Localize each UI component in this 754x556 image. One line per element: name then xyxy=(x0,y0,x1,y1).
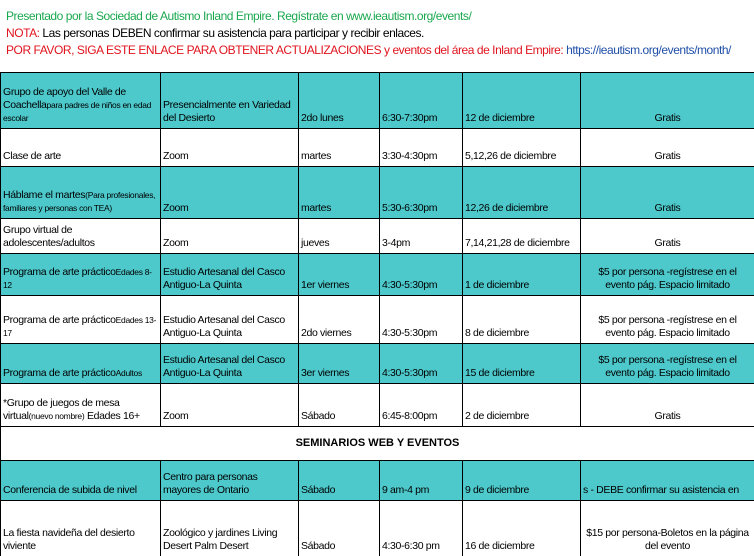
events-month-link[interactable]: https://ieautism.org/events/month/ xyxy=(566,43,731,57)
event-price: Gratis xyxy=(581,219,754,254)
table-row xyxy=(1,73,754,129)
event-name: Grupo virtual de adolescentes/adultos xyxy=(3,224,95,249)
event-note: Edades 8-12 xyxy=(3,267,152,290)
event-date: 9 de diciembre xyxy=(463,461,581,501)
event-day: 3er viernes xyxy=(299,344,380,384)
event-note-age: Edades 16+ xyxy=(84,410,140,422)
event-date: 7,14,21,28 de diciembre xyxy=(463,219,581,254)
event-name-cell xyxy=(1,219,161,254)
event-day: 2do viernes xyxy=(299,296,380,344)
event-place: Centro para personas mayores de Ontario xyxy=(161,461,299,501)
event-price: s - DEBE confirmar su asistencia en xyxy=(581,461,754,501)
event-note: (nuevo nombre) xyxy=(28,411,85,421)
event-place: Zoom xyxy=(161,219,299,254)
table-row xyxy=(1,219,754,254)
event-place: Zoológico y jardines Living Desert Palm Desert xyxy=(161,501,299,556)
event-day: martes xyxy=(299,167,380,219)
event-date: 8 de diciembre xyxy=(463,296,581,344)
event-time: 6:45-8:00pm xyxy=(380,384,463,427)
note-label: NOTA: xyxy=(6,26,40,40)
event-name: Conferencia de subida de nivel xyxy=(1,461,161,501)
note-line xyxy=(6,25,754,42)
event-place: Estudio Artesanal del Casco Antiguo-La Quinta xyxy=(161,296,299,344)
event-place: Zoom xyxy=(161,384,299,427)
event-time: 6:30-7:30pm xyxy=(380,73,463,129)
event-date: 2 de diciembre xyxy=(463,384,581,427)
event-name-cell xyxy=(1,73,161,129)
event-price: $5 por persona -regístrese en el evento pág. Espacio limitado xyxy=(581,296,754,344)
event-day: 1er viernes xyxy=(299,254,380,296)
event-price: Gratis xyxy=(581,384,754,427)
event-date: 12,26 de diciembre xyxy=(463,167,581,219)
event-day: Sábado xyxy=(299,384,380,427)
event-time: 4:30-5:30pm xyxy=(380,296,463,344)
event-time: 4:30-6:30 pm xyxy=(380,501,463,556)
table-row xyxy=(1,167,754,219)
event-price: Gratis xyxy=(581,73,754,129)
events-table xyxy=(0,72,754,556)
event-time: 5:30-6:30pm xyxy=(380,167,463,219)
event-name: Grupo de apoyo del Valle de Coachella xyxy=(3,86,126,111)
event-day: 2do lunes xyxy=(299,73,380,129)
event-date: 15 de diciembre xyxy=(463,344,581,384)
header xyxy=(0,0,754,70)
event-name: Programa de arte práctico xyxy=(3,314,116,326)
table-row xyxy=(1,296,754,344)
event-note: (Para profesionales, familiares y personas con TEA) xyxy=(3,190,156,213)
event-name-cell xyxy=(1,129,161,167)
event-name: Programa de arte práctico xyxy=(3,367,116,379)
event-name-cell xyxy=(1,384,161,427)
event-place: Zoom xyxy=(161,129,299,167)
event-time: 9 am-4 pm xyxy=(380,461,463,501)
event-note: Adultos xyxy=(115,368,142,378)
event-day: martes xyxy=(299,129,380,167)
event-name-cell xyxy=(1,254,161,296)
updates-text: POR FAVOR, SIGA ESTE ENLACE PARA OBTENER ACTUALIZACIONES y eventos del área de Inland Empire: xyxy=(6,43,567,57)
table-row xyxy=(1,384,754,427)
event-name-cell xyxy=(1,344,161,384)
event-note: Edades 13-17 xyxy=(3,315,157,338)
section-title: SEMINARIOS WEB Y EVENTOS xyxy=(1,427,754,461)
note-text: Las personas DEBEN confirmar su asistencia para participar y recibir enlaces. xyxy=(39,26,424,40)
event-note: para padres de niños en edad escolar xyxy=(3,100,152,123)
event-price: Gratis xyxy=(581,129,754,167)
event-date: 16 de diciembre xyxy=(463,501,581,556)
event-name: La fiesta navideña del desierto viviente xyxy=(1,501,161,556)
event-date: 5,12,26 de diciembre xyxy=(463,129,581,167)
event-price: $5 por persona -regístrese en el evento pág. Espacio limitado xyxy=(581,254,754,296)
event-name: Clase de arte xyxy=(3,150,61,162)
event-price: $15 por persona-Boletos en la página del evento xyxy=(581,501,754,556)
section-row xyxy=(1,427,754,461)
event-price: $5 por persona -regístrese en el evento pág. Espacio limitado xyxy=(581,344,754,384)
event-date: 12 de diciembre xyxy=(463,73,581,129)
event-name: Programa de arte práctico xyxy=(3,266,116,278)
event-price: Gratis xyxy=(581,167,754,219)
event-name: Háblame el martes xyxy=(3,189,86,201)
event-time: 4:30-5:30pm xyxy=(380,344,463,384)
event-place: Presencialmente en Variedad del Desierto xyxy=(161,73,299,129)
event-place: Estudio Artesanal del Casco Antiguo-La Quinta xyxy=(161,254,299,296)
event-name-cell xyxy=(1,167,161,219)
table-row xyxy=(1,129,754,167)
event-day: jueves xyxy=(299,219,380,254)
event-date: 1 de diciembre xyxy=(463,254,581,296)
event-place: Estudio Artesanal del Casco Antiguo-La Quinta xyxy=(161,344,299,384)
event-time: 3:30-4:30pm xyxy=(380,129,463,167)
event-time: 4:30-5:30pm xyxy=(380,254,463,296)
event-place: Zoom xyxy=(161,167,299,219)
event-name: *Grupo de juegos de mesa virtual xyxy=(3,397,120,422)
table-row xyxy=(1,254,754,296)
event-day: Sábado xyxy=(299,501,380,556)
event-name-cell xyxy=(1,296,161,344)
table-row xyxy=(1,344,754,384)
updates-line xyxy=(6,42,754,59)
presented-by-text: Presentado por la Sociedad de Autismo Inland Empire. Regístrate en www.ieautism.org/events/ xyxy=(6,9,472,23)
table-row xyxy=(1,501,754,556)
event-day: Sábado xyxy=(299,461,380,501)
event-time: 3-4pm xyxy=(380,219,463,254)
table-row xyxy=(1,461,754,501)
